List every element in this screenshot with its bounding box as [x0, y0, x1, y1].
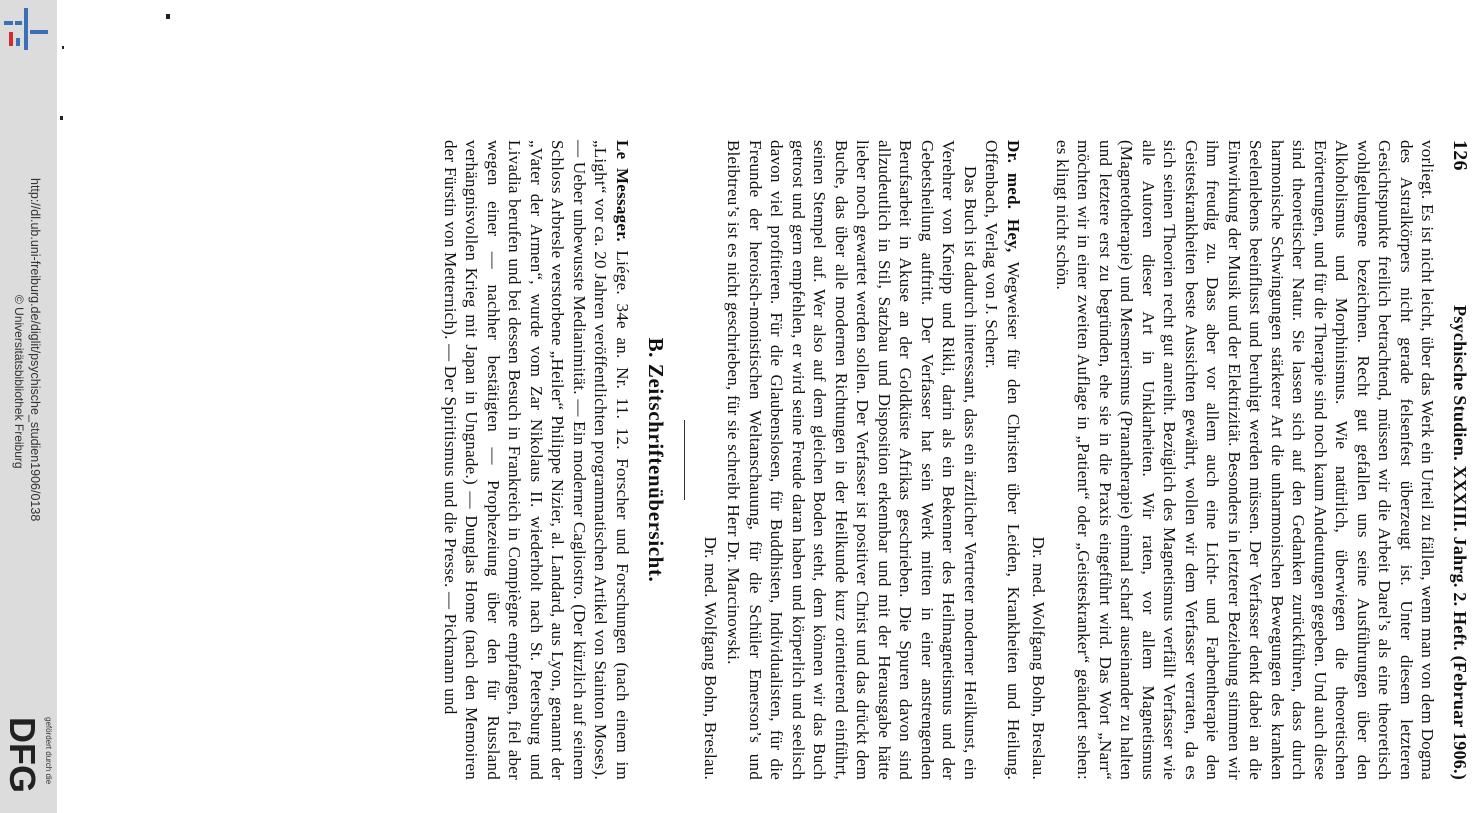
scanned-page	[60, 0, 1473, 813]
separator-rule	[685, 420, 686, 500]
dfg-logo-text: DFG	[2, 717, 43, 793]
page-header	[1449, 140, 1471, 780]
journal-entry-text: Liége. 34e an. Nr. 11. 12. Forscher und Forschungen (nach einem im „Light“ vor ca. 20 Jahren veröffentlichten programmatischen Artikel von Stainton Moses). — Ueber unbewusste Medianimität. — Ein moderner Cagliostro. (Der kürzlich auf seinem Schloss Arbresle verstorbene „Heiler“ Philippe Nizier, al. Landard, aus Lyon, genannt der „Vater der Armen“, wurde vom Zar Nikolaus II. wiederholt nach St. Petersburg und Livadia berufen und bei dessen Besuch in Frankreich in Compiègne empfangen, fiel aber wegen einer — nachher bestätigten — Prophezeiung über den für Russland verhängnisvollen Krieg mit Japan in Ungnade.) — Dunglas Home (nach den Memoiren der Fürstin von Metternich). — Der Spiritismus und die Presse. — Pickmann und	[441, 140, 632, 780]
review-signature-2: Dr. med. Wolfgang Bohn, Breslau.	[701, 536, 720, 780]
journal-entry	[440, 140, 634, 780]
rotated-text-block	[180, 140, 1470, 780]
review-signature-1: Dr. med. Wolfgang Bohn, Breslau.	[1029, 536, 1049, 780]
review-text-2: Das Buch ist dadurch interessant, dass ein ärztlicher Vertreter moderner Heilkunst, ein Verehrer von Kneipp und Rikli, darin als ein Bekenner des Heilmagnetismus und der Gebetsheilung auftritt. Der Verfasser hat sein Werk mitten in einer anstrengenden Berufsarbeit in Akuse an der Goldküste Afrikas geschrieben. Die Spuren davon sind allzudeutlich in Stil, Satzbau und Disposition erkennbar und mit der Herausgabe hätte lieber noch gewartet werden sollen. Der Verfasser ist positiver Christ und das drückt dem Buche, das über alle modernen Richtungen in der Heilkunde kurz orientierend einführt, seinen Stempel auf. Wer also auf dem gleichen Boden steht, dem können wir das Buch getrost und gern empfehlen, er wird seine Freude daran haben und körperlich und seelisch davon viel profitieren. Für die Glaubenslosen, für Buddhisten, Individualisten, für die Freunde der heroisch-monistischen Weltanschauung, für die Schüler Emerson’s und Bleibtreu’s ist es nicht geschrieben, für sie schreibt Herr Dr. Marcinowski.	[724, 140, 980, 780]
review-author-2: Dr. med. Hey,	[1004, 140, 1023, 253]
page-number: 126	[1449, 140, 1471, 171]
dfg-funding-text: gefördert durch die	[44, 717, 53, 785]
copyright-notice: © Universitätsbibliothek Freiburg	[12, 295, 26, 469]
section-title: B. Zeitschriftenübersicht.	[644, 337, 669, 583]
viewer-sidebar	[0, 0, 57, 813]
running-title: Psychische Studien. XXXIII. Jahrg. 2. Heft. (Februar 1906.)	[1450, 305, 1470, 780]
review-heading-2	[981, 140, 1024, 780]
source-url[interactable]: http://dl.ub.uni-freiburg.de/diglit/psychische_studien1906/0138	[28, 178, 42, 522]
review-text-1: vorliegt. Es ist nicht leicht, über das Werk ein Urteil zu fällen, wenn man von dem Dogma des Astralkörpers nicht gerade felsenfest überzeugt ist. Unter diesem letzteren Gesichtspunkte freilich betrachtend, müssen wir die Arbeit Darel’s als eine theoretisch wohlgelungene bezeichnen. Recht gut gefallen uns seine Ausführungen über den Alkoholismus und Morphinismus. Wie natürlich, überwiegen die theoretischen Erörterungen, und für die Therapie sind noch kaum Andeutungen gegeben. Und auch diese sind theoretischer Natur. Sie lassen sich auf den Gedanken zurückführen, dass durch harmonische Schwingungen stärkerer Art die unharmonischen Bewegungen des kranken Seelenlebens beeinflusst und beruhigt werden müssen. Der Verfasser denkt dabei an die Einwirkung der Musik und der Elektrizität. Besonders in letzterer Beziehung stimmen wir ihm freudig zu. Dass aber vor allem auch eine Licht- und Farbentherapie den Geisteskrankheiten beste Aussichten gewährt, wollen wir dem Verfasser verraten, da es sich seinen Theorien recht gut anreiht. Bezüglich des Magnetismus verfällt Verfasser wie alle Autoren dieser Art in Unklarheiten. Wir raten, vor allem Magnetismus (Magnetotherapie) und Mesmerismus (Pranatherapie) einmal scharf auseinander zu halten und letztere erst zu begründen, ehe sie in die Praxis eingeführt wird. Das Wort „Narr“ möchten wir in einer zweiten Auflage in „Patient“ oder „Geisteskranker“ geändert sehen: es klingt nicht schön.	[1053, 140, 1438, 780]
journal-name: Le Messager.	[613, 140, 632, 242]
review-book-title-2: Wegweiser für den Christen über Leiden, Krankheiten und Heilung. Offenbach, Verlag von J. Scherr.	[982, 140, 1023, 780]
dfg-logo-icon	[2, 715, 56, 811]
